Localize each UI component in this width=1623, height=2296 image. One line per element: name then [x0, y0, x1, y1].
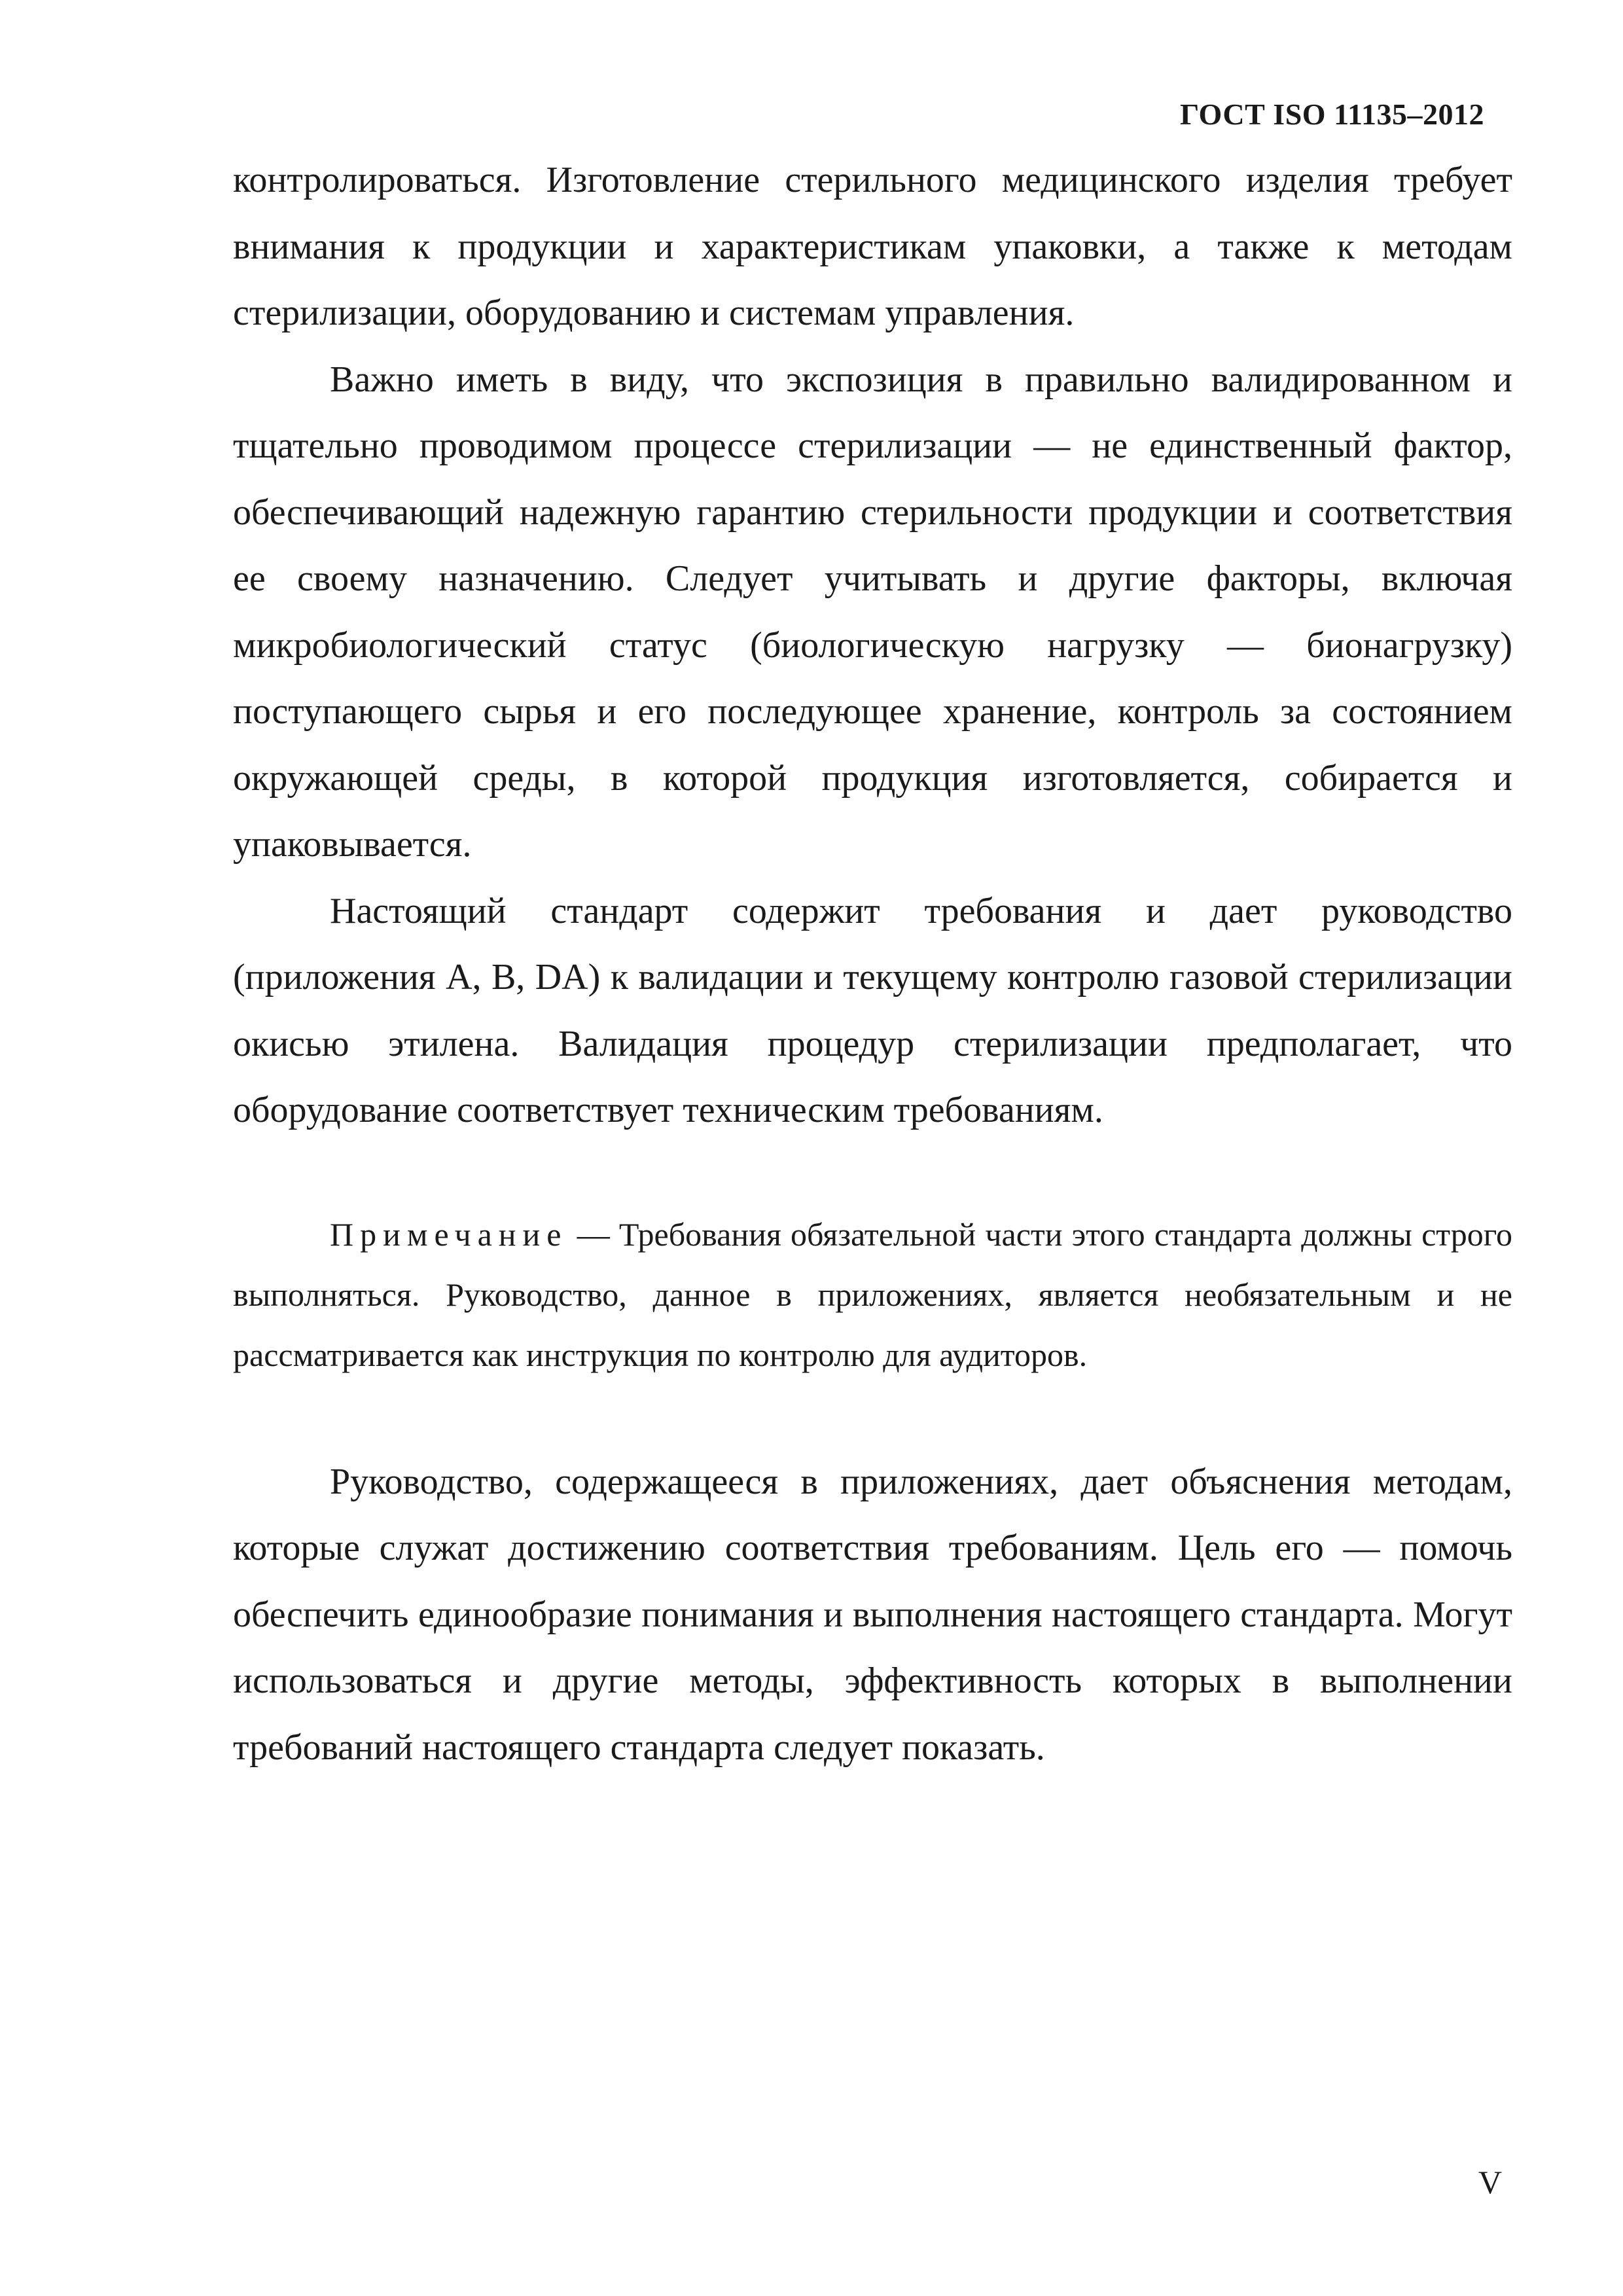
document-code-header: ГОСТ ISO 11135–2012	[1179, 98, 1484, 131]
page-number: V	[1478, 2164, 1502, 2200]
note-text: — Требования обязательной части этого стандарта должны строго выполняться. Руководство, данное в приложениях, является необязательным и не рассматривается как инструкция по контролю для аудиторов.	[233, 1215, 1512, 1373]
note-label: Примечание	[330, 1215, 568, 1253]
document-body	[233, 147, 1512, 1781]
paragraph-sterility-factors: Важно иметь в виду, что экспозиция в правильно валидированном и тщательно проводимом процессе стерилизации — не единственный фактор, обеспечивающий надежную гарантию стерильности продукции и соответствия ее своему назначению. Следует учитывать и другие факторы, включая микробиологический статус (биологическую нагрузку — бионагрузку) поступающего сырья и его последующее хранение, контроль за состоянием окружающей среды, в которой продукция изготовляется, собирается и упаковывается.	[233, 359, 1512, 865]
paragraph-standard-scope: Настоящий стандарт содержит требования и дает руководство (приложения А, В, DA) к валидации и текущему контролю газовой стерилизации окисью этилена. Валидация процедур стерилизации предполагает, что оборудование соответствует техническим требованиям.	[233, 890, 1512, 1130]
note-block	[233, 1204, 1512, 1385]
paragraph-continuation: контролироваться. Изготовление стерильного медицинского изделия требует внимания к продукции и характеристикам упаковки, а также к методам стерилизации, оборудованию и системам управления.	[233, 160, 1512, 333]
paragraph-guidance: Руководство, содержащееся в приложениях, дает объяснения методам, которые служат достижению соответствия требованиям. Цель его — помочь обеспечить единообразие понимания и выполнения настоящего стандарта. Могут использоваться и другие методы, эффективность которых в выполнении требований настоящего стандарта следует показать.	[233, 1461, 1512, 1768]
